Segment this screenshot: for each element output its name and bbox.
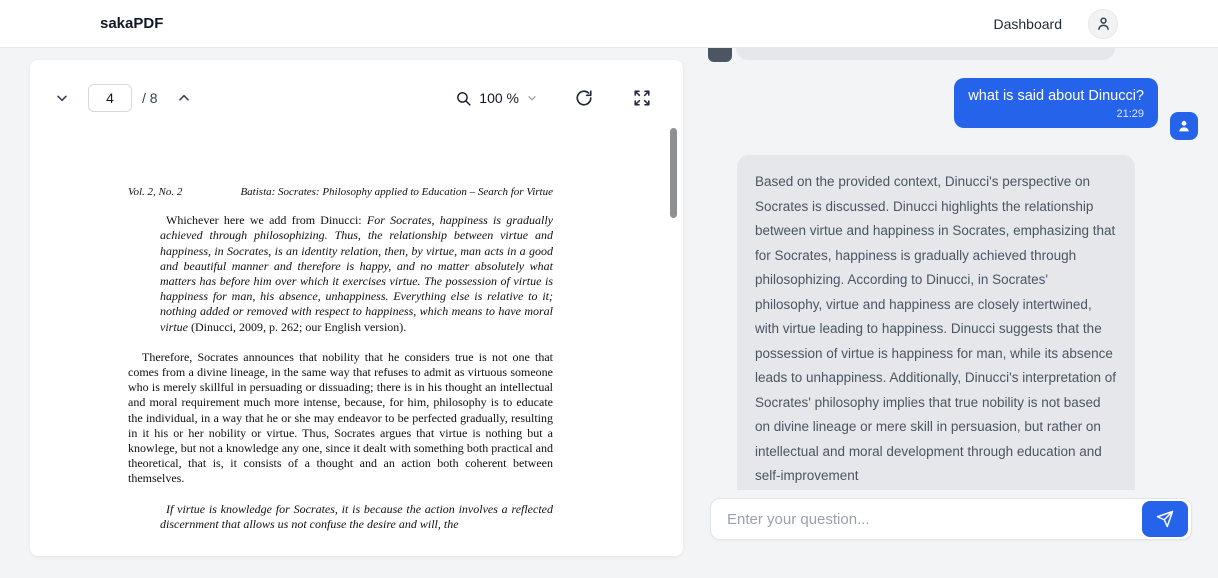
- zoom-level-label: 100 %: [479, 90, 519, 106]
- fullscreen-button[interactable]: [630, 86, 654, 110]
- chevron-up-icon: [176, 90, 192, 106]
- document-quote-paragraph-2: If virtue is knowledge for Socrates, it is because the action involves a reflected discernment that allows us not confuse the desire and will, the: [160, 501, 553, 531]
- running-head-title: Batista: Socrates: Philosophy applied to Education – Search for Virtue: [240, 186, 553, 198]
- search-icon: [455, 90, 472, 107]
- chevron-down-icon: [526, 92, 538, 104]
- reload-button[interactable]: [572, 86, 596, 110]
- quote-intro-text: Whichever here we add from Dinucci:: [166, 213, 367, 228]
- page-navigation: [50, 84, 196, 112]
- document-paragraph: Therefore, Socrates announces that nobility that he considers true is not one that comes from a divine lineage, in the same way that refuses to admit as virtuous someone who is merely skillful in persuading or dissuading; there is in his thought an intellectual and moral requirement much more intense, because, for him, philosophy is to educate the individual, in a way that he or she may endeavor to be perfected gradually, resulting in it his or her nobility or virtue. Thus, Socrates argues that virtue is nothing but a knowlege, but not a knowledge any one, since it dealt with something both practical and theoretical, that is, it consists of a thought and an action both coherent between themselves.: [128, 349, 553, 486]
- running-head-volume: Vol. 2, No. 2: [128, 186, 183, 198]
- chevron-down-icon: [54, 90, 70, 106]
- document-quote-paragraph: [160, 213, 553, 335]
- quote-citation-text: (Dinucci, 2009, p. 262; our English version).: [191, 319, 407, 334]
- app-logo[interactable]: sakaPDF: [100, 15, 164, 32]
- topbar-right: [994, 9, 1119, 39]
- page-number-input[interactable]: [88, 84, 132, 112]
- assistant-message-bubble: [737, 155, 1135, 490]
- user-avatar-icon: [1095, 15, 1112, 32]
- page-nav-up-button[interactable]: [172, 86, 196, 110]
- person-icon: [1176, 118, 1192, 134]
- pdf-toolbar-right: [455, 86, 654, 110]
- document-running-head: [128, 185, 553, 200]
- pdf-document: [30, 185, 683, 532]
- send-button[interactable]: [1142, 501, 1188, 537]
- previous-assistant-message: [736, 48, 1115, 60]
- pdf-viewer-panel: [30, 60, 683, 556]
- user-message-bubble: [954, 78, 1158, 128]
- page-nav-down-button[interactable]: [50, 86, 74, 110]
- top-navbar: [0, 0, 1218, 48]
- chat-input-bar: [710, 498, 1192, 540]
- chat-panel: [700, 48, 1218, 578]
- assistant-message-text: Based on the provided context, Dinucci's perspective on Socrates is discussed. Dinucci highlights the relationship between virtue and happiness in Socrates, emphasizing that for Socrates, happiness is gradually achieved through philosophizing. According to Dinucci, in Socrates' philosophy, virtue and happiness are closely intertwined, with virtue leading to happiness. Dinucci suggests that the possession of virtue is happiness for man, while its absence leads to unhappiness. Additionally, Dinucci's interpretation of Socrates' philosophy implies that true nobility is not based on divine lineage or mere skill in persuasion, but rather on intellectual and moral development through education and self-improvement: [755, 174, 1117, 483]
- assistant-avatar: [708, 48, 732, 62]
- pdf-scrollbar[interactable]: [670, 128, 677, 218]
- page-total-label: / 8: [142, 90, 158, 106]
- send-icon: [1156, 510, 1174, 528]
- pdf-toolbar: [30, 60, 683, 112]
- user-message-time: 21:29: [1116, 108, 1144, 120]
- account-avatar-button[interactable]: [1088, 9, 1118, 39]
- user-message-text: what is said about Dinucci?: [968, 88, 1144, 104]
- question-input[interactable]: [711, 511, 1142, 528]
- quote-italic-text: For Socrates, happiness is gradually achieved through philosophizing. Thus, the relationship between virtue and happiness, in Socrates, is an identity relation, then, by virtue, man acts in a good and beautiful manner and therefore is happy, and no matter absolutely what matters has before him over which it exercises virtue. The possession of virtue is happiness for man, his absence, unhappiness. Everything else is relative to it; nothing added or removed with respect to happiness, which means to have moral virtue: [160, 213, 554, 334]
- user-avatar: [1170, 112, 1198, 140]
- expand-icon: [633, 89, 651, 107]
- nav-dashboard-link[interactable]: Dashboard: [993, 15, 1062, 32]
- zoom-control[interactable]: [455, 90, 538, 107]
- chat-messages[interactable]: [700, 48, 1218, 490]
- refresh-icon: [575, 89, 593, 107]
